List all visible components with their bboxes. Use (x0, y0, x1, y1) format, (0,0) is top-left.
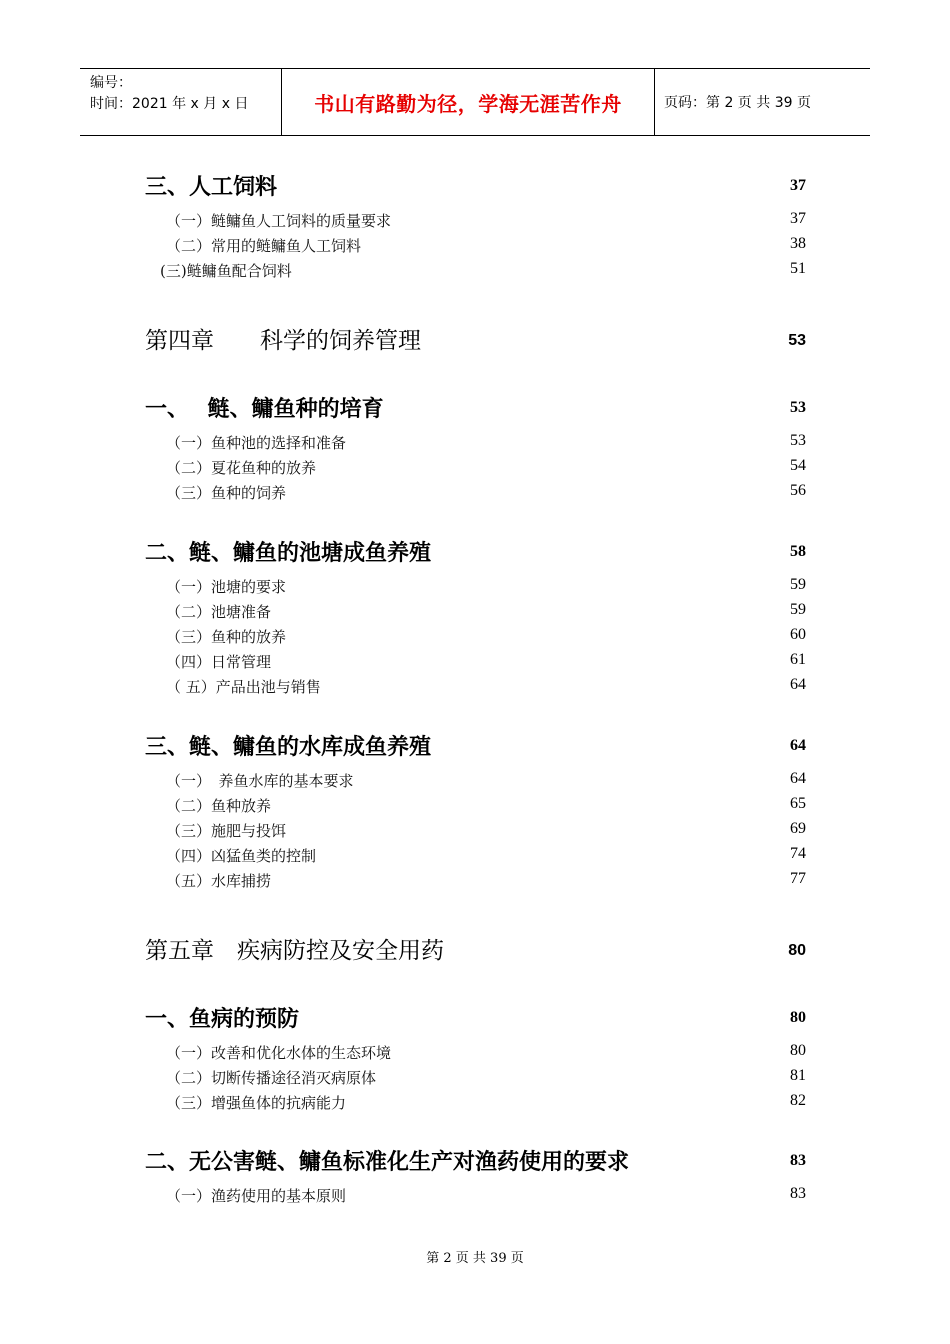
toc-entry-title: （ 五）产品出池与销售 (166, 678, 321, 696)
toc-entry-page: 64 (790, 737, 806, 754)
toc-entry-page: 53 (790, 399, 806, 416)
toc-entry-title: （四）日常管理 (166, 653, 272, 671)
toc-entry-page: 69 (790, 820, 806, 837)
page-footer: 第 2 页 共 39 页 (426, 1251, 524, 1266)
toc-entry-page: 59 (790, 576, 806, 593)
toc-entry-title: 三、人工饲料 (145, 175, 278, 200)
toc-entry-title: （三）鱼种的放养 (166, 628, 287, 646)
toc-entry-title: （二）切断传播途径消灭病原体 (166, 1069, 377, 1087)
toc-entry-page: 77 (790, 870, 806, 887)
toc-entry-page: 65 (790, 795, 806, 812)
toc-entry-page: 53 (790, 432, 806, 449)
toc-entry-page: 59 (790, 601, 806, 618)
toc-entry-page: 61 (790, 651, 806, 668)
toc-entry-page: 37 (790, 177, 806, 194)
toc-entry-title: （一）池塘的要求 (166, 578, 287, 596)
toc-entry-page: 64 (790, 770, 806, 787)
toc-entry-title: （二）常用的鲢鳙鱼人工饲料 (166, 237, 362, 255)
toc-entry-page: 83 (790, 1152, 806, 1169)
toc-entry-page: 56 (790, 482, 806, 499)
toc-entry-title: 三、鲢、鳙鱼的水库成鱼养殖 (145, 735, 432, 760)
toc-entry-title: 二、鲢、鳙鱼的池塘成鱼养殖 (145, 541, 432, 566)
toc-entry-title: （三）增强鱼体的抗病能力 (166, 1094, 347, 1112)
toc-entry-page: 60 (790, 626, 806, 643)
toc-entry-page: 37 (790, 210, 806, 227)
toc-entry-title: 一、鱼病的预防 (145, 1007, 300, 1032)
toc-entry-title: 第五章 疾病防控及安全用药 (145, 938, 444, 964)
toc-entry-title: (三)鲢鳙鱼配合饲料 (160, 262, 292, 280)
toc-entry-page: 64 (790, 676, 806, 693)
toc-entry-page: 83 (790, 1185, 806, 1202)
toc-entry-page: 80 (788, 942, 806, 959)
toc-entry-page: 38 (790, 235, 806, 252)
toc-entry-page: 53 (788, 332, 806, 349)
toc-entry-page: 80 (790, 1009, 806, 1026)
toc-entry-title: （一）鱼种池的选择和准备 (166, 434, 347, 452)
header-number-label: 编号： (90, 75, 132, 91)
toc-entry-title: （二）池塘准备 (166, 603, 272, 621)
toc-entry-page: 80 (790, 1042, 806, 1059)
toc-entry-title: 一、 鲢、鳙鱼种的培育 (145, 397, 384, 422)
toc-entry-title: （三）施肥与投饵 (166, 822, 287, 840)
toc-entry-title: 二、无公害鲢、鳙鱼标准化生产对渔药使用的要求 (145, 1150, 630, 1175)
toc-entry-title: （二）夏花鱼种的放养 (166, 459, 317, 477)
toc-entry-title: （一）改善和优化水体的生态环境 (166, 1044, 392, 1062)
toc-entry-page: 54 (790, 457, 806, 474)
toc-entry-page: 51 (790, 260, 806, 277)
toc-entry-title: （四）凶猛鱼类的控制 (166, 847, 317, 865)
toc-entry-title: （二）鱼种放养 (166, 797, 272, 815)
toc-entry-page: 74 (790, 845, 806, 862)
header-motto: 书山有路勤为径，学海无涯苦作舟 (314, 91, 622, 116)
header-page-label: 页码：第 2 页 共 39 页 (664, 95, 811, 111)
toc-entry-title: （一）鲢鳙鱼人工饲料的质量要求 (166, 212, 392, 230)
toc-entry-page: 58 (790, 543, 806, 560)
toc-entry-title: （一） 养鱼水库的基本要求 (166, 772, 354, 790)
toc-entry-title: （三）鱼种的饲养 (166, 484, 287, 502)
toc-entry-page: 81 (790, 1067, 806, 1084)
toc-entry-title: （五）水库捕捞 (166, 872, 272, 890)
toc-entry-title: 第四章 科学的饲养管理 (145, 328, 421, 354)
toc-entry-page: 82 (790, 1092, 806, 1109)
header-time-label: 时间：2021 年 x 月 x 日 (90, 96, 249, 112)
toc-entry-title: （一）渔药使用的基本原则 (166, 1187, 347, 1205)
